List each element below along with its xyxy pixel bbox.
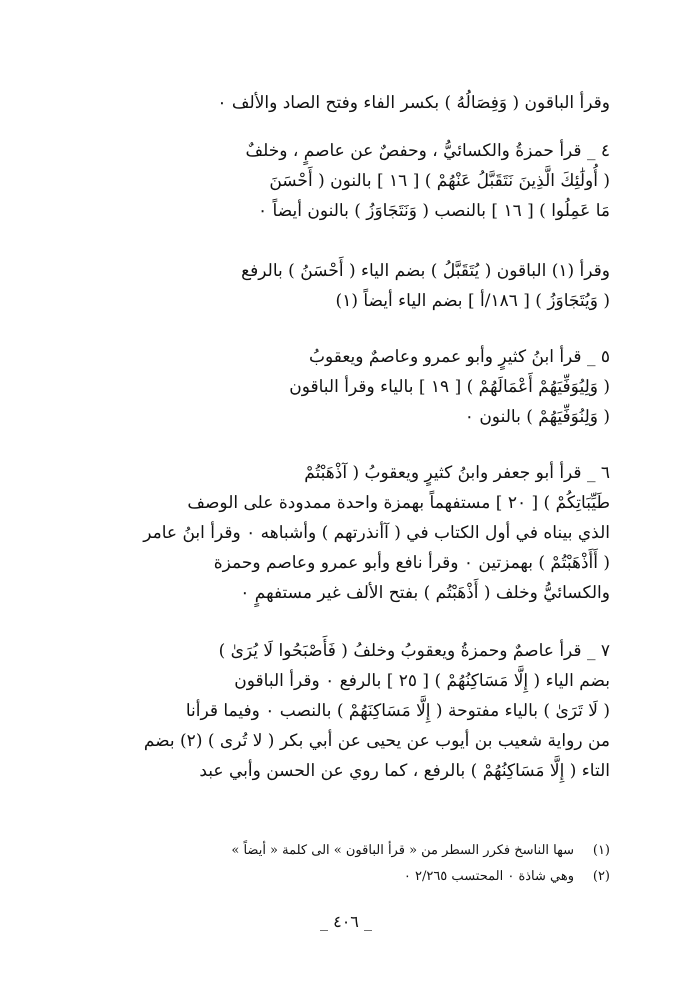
footnote	[150, 864, 610, 890]
text-line: ( وَلِنُوَفِّيَهُمْ ) بالنون ٠	[464, 407, 610, 427]
text-line: التاء ( إِلَّا مَسَاكِنُهُمْ ) بالرفع ، كما روي عن الحسن وأبي عبد	[199, 761, 610, 781]
text-line: ( أَأَذْهَبْتُمْ ) بهمزتين ٠ وقرأ نافع وأبو عمرو وعاصم وحمزة	[213, 553, 610, 573]
text-line: من رواية شعيب بن أيوب عن يحيى عن أبي بكر ( لا تُرى ) (٢) بضم	[143, 731, 610, 751]
paragraph-3	[92, 256, 610, 316]
footnote	[150, 838, 610, 864]
footnote-number: (١)	[592, 843, 610, 858]
footnote-text: وهي شاذة ٠ المحتسب ٢/٢٦٥ ٠	[403, 869, 574, 884]
paragraph-1	[92, 88, 610, 118]
text-line: ٧ _ قرأ عاصمٌ وحمزةُ ويعقوبُ وخلفُ ( فَأَصْبَحُوا لَا يُرَىٰ )	[218, 641, 610, 661]
text-line: ( لَا تَرَىٰ ) بالياء مفتوحة ( إِلَّا مَسَاكِنَهُمْ ) بالنصب ٠ وفيما قرأنا	[185, 701, 610, 721]
text-line: والكسائيُّ وخلف ( أَذْهَبْتُم ) بفتح الألف غير مستفهمٍ ٠	[240, 583, 610, 603]
footnote-text: سها الناسخ فكرر السطر من « قرأ الباقون » الى كلمة « أيضاً »	[231, 843, 574, 858]
text-line: وقرأ (١) الباقون ( يُتَقَبَّلُ ) بضم الياء ( أَحْسَنُ ) بالرفع	[241, 261, 610, 281]
footnote-number: (٢)	[592, 869, 610, 884]
text-line: وقرأ الباقون ( وَفِصَالُهُ ) بكسر الفاء وفتح الصاد والألف ٠	[217, 93, 610, 113]
text-line: ( وَلِيُوَفِّيَهُمْ أَعْمَالَهُمْ ) [ ١٩ ] بالياء وقرأ الباقون	[289, 377, 610, 397]
text-line: مَا عَمِلُوا ) [ ١٦ ] بالنصب ( وَنَتَجَاوَزُ ) بالنون أيضاً ٠	[258, 201, 610, 221]
text-line: الذي بيناه في أول الكتاب في ( آأنذرتهم ) وأشباهه ٠ وقرأ ابنُ عامر	[143, 523, 610, 543]
text-line: ( أُولَٰئِكَ الَّذِينَ نَتَقَبَّلُ عَنْهُمْ ) [ ١٦ ] بالنون ( أَحْسَنَ	[269, 171, 610, 191]
text-line: ٥ _ قرأ ابنُ كثيرٍ وأبو عمرو وعاصمٌ ويعقوبُ	[308, 347, 610, 367]
text-line: طَيِّبَاتِكُمْ ) [ ٢٠ ] مستفهماً بهمزة واحدة ممدودة على الوصف	[187, 493, 610, 513]
paragraph-5	[92, 458, 610, 608]
text-line: بضم الياء ( إِلَّا مَسَاكِنُهُمْ ) [ ٢٥ ] بالرفع ٠ وقرأ الباقون	[234, 671, 610, 691]
page-number: _ ٤٠٦ _	[320, 912, 372, 931]
paragraph-2	[92, 136, 610, 226]
footnotes	[150, 838, 610, 890]
text-line: ( وَيُتَجَاوَزُ ) [ ١٨٦/أ ] بضم الياء أيضاً (١)	[335, 291, 610, 311]
text-line: ٤ _ قرأ حمزةُ والكسائيُّ ، وحفصٌ عن عاصمٍ ، وخلفٌ	[245, 141, 610, 161]
paragraph-4	[92, 342, 610, 432]
text-line: ٦ _ قرأ أبو جعفر وابنُ كثيرٍ ويعقوبُ ( آذْهَبْتُمْ	[304, 463, 610, 483]
paragraph-6	[92, 636, 610, 786]
